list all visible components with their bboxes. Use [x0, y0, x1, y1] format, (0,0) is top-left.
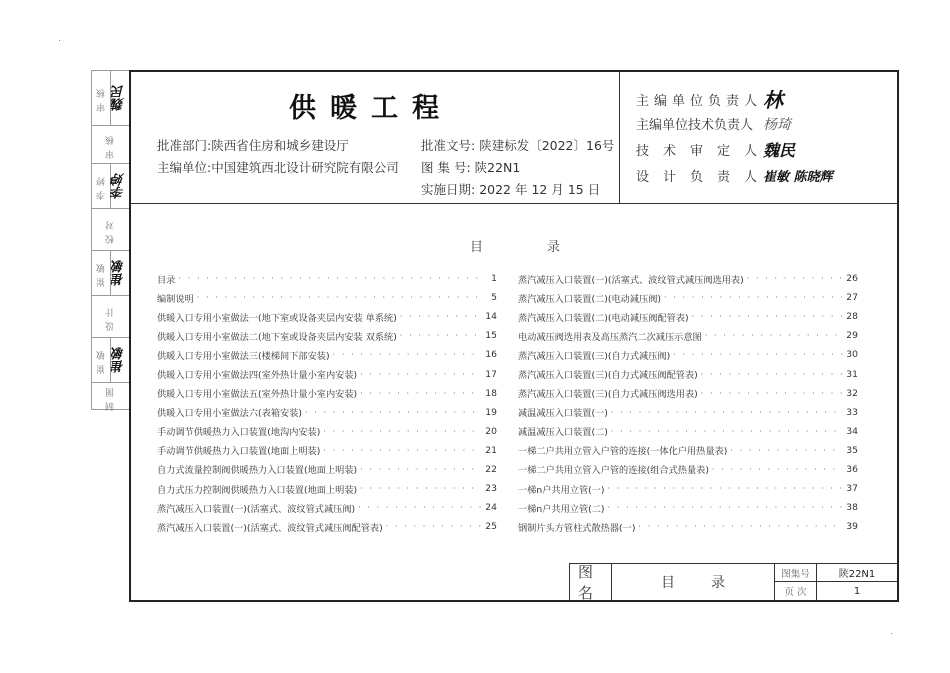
strip-label: 审核	[96, 84, 107, 112]
drawing-name: 目录	[612, 564, 775, 600]
strip-signature: 李婷	[112, 173, 127, 199]
toc-right-column	[518, 269, 858, 536]
resp-technical-lead: 主编单位技术负责人	[636, 118, 754, 133]
signature-technical-lead: 杨琦	[763, 117, 791, 133]
resp-technical-review: 技术审定人	[636, 144, 772, 159]
approval-doc: 批准文号: 陕建标发〔2022〕16号	[421, 138, 615, 153]
strip-cell-drafting-sign	[92, 338, 129, 383]
header	[131, 72, 897, 204]
toc-item[interactable]: 供暖入口专用小室做法三(楼梯间下部安装) · · · 16	[157, 345, 497, 364]
toc-item[interactable]: 自力式流量控制阀供暖热力入口装置(地面上明装) · · · 22	[157, 460, 497, 479]
strip-cell-design	[92, 296, 129, 338]
editor-unit: 主编单位:中国建筑西北设计研究院有限公司	[157, 160, 399, 175]
toc-item[interactable]: 一梯二户共用立管入户管的连接(一体化户用热量表) · · · 35	[518, 441, 858, 460]
scan-speck	[891, 633, 892, 634]
strip-label: 李婷	[96, 172, 107, 200]
toc-item[interactable]: 一梯n户共用立管(二) · · · 38	[518, 498, 858, 517]
toc-heading: 目 录	[470, 240, 560, 255]
toc-item[interactable]: 一梯n户共用立管(一) · · · 37	[518, 479, 858, 498]
toc-item[interactable]: 电动减压阀选用表及高压蒸汽二次减压示意图 · · · 29	[518, 326, 858, 345]
strip-signature: 魏民	[112, 85, 127, 111]
signature-strip	[91, 70, 129, 410]
toc-item[interactable]: 编制说明 · · · 5	[157, 288, 497, 307]
atlas-number-value: 陕22N1	[817, 564, 897, 582]
toc-item[interactable]: 钢制片头方管柱式散热器(一) · · · 39	[518, 517, 858, 536]
toc-item[interactable]: 一梯二户共用立管入户管的连接(组合式热量表) · · · 36	[518, 460, 858, 479]
atlas-number-label: 图集号	[775, 564, 817, 582]
toc-item[interactable]: 供暖入口专用小室做法二(地下室或设备夹层内安装 双系统) · · · 15	[157, 326, 497, 345]
atlas-number: 图 集 号: 陕22N1	[421, 160, 521, 175]
strip-label: 设计	[106, 302, 116, 331]
drawing-frame	[129, 70, 899, 602]
toc-item[interactable]: 蒸汽减压入口装置(三)(自力式减压阀选用表) · · · 32	[518, 384, 858, 403]
toc-item[interactable]: 供暖入口专用小室做法五(室外热计量小室内安装) · · · 18	[157, 384, 497, 403]
document-title: 供暖工程	[289, 93, 453, 124]
strip-cell-proofread	[92, 209, 129, 251]
resp-chief-editor: 主编单位负责人	[636, 94, 763, 109]
toc-item[interactable]: 供暖入口专用小室做法一(地下室或设备夹层内安装 单系统) · · · 14	[157, 307, 497, 326]
strip-label: 审核	[106, 130, 116, 159]
strip-cell-review	[92, 71, 129, 126]
strip-label: 崔敏	[96, 259, 107, 287]
strip-label: 制图	[106, 383, 116, 411]
signature-design-lead: 崔敏 陈晓辉	[763, 170, 833, 185]
resp-design-lead: 设计负责人	[636, 170, 772, 185]
strip-cell-review-label	[92, 126, 129, 164]
toc-item[interactable]: 蒸汽减压入口装置(二)(电动减压阀配管表) · · · 28	[518, 307, 858, 326]
toc-item[interactable]: 蒸汽减压入口装置(三)(自力式减压阀) · · · 30	[518, 345, 858, 364]
toc-item[interactable]: 蒸汽减压入口装置(一)(活塞式、波纹管式减压阀) · · · 24	[157, 498, 497, 517]
strip-label: 崔敏	[96, 346, 107, 374]
effective-date: 实施日期: 2022 年 12 月 15 日	[421, 182, 601, 197]
scan-speck	[59, 40, 60, 41]
title-block	[569, 563, 897, 600]
toc-left-column	[157, 269, 497, 536]
toc-item[interactable]: 目录 · · · 1	[157, 269, 497, 288]
toc-item[interactable]: 供暖入口专用小室做法六(表箱安装) · · · 19	[157, 403, 497, 422]
toc-item[interactable]: 供暖入口专用小室做法四(室外热计量小室内安装) · · · 17	[157, 364, 497, 383]
approval-dept: 批准部门:陕西省住房和城乡建设厅	[157, 138, 349, 153]
strip-cell-design-sign	[92, 251, 129, 296]
signature-chief-editor: 林	[763, 88, 783, 112]
page-number: 1	[853, 585, 861, 597]
strip-signature: 崔敏	[112, 260, 127, 286]
header-divider	[619, 72, 620, 203]
toc-item[interactable]: 蒸汽减压入口装置(一)(活塞式、波纹管式减压阀选用表) · · · 26	[518, 269, 858, 288]
page-label: 页 次	[775, 582, 817, 600]
strip-cell-drafting	[92, 383, 129, 411]
drawing-name-label: 图名	[570, 564, 612, 600]
signature-technical-review: 魏民	[763, 141, 796, 160]
strip-cell-proofread-sign	[92, 164, 129, 209]
strip-label: 校对	[106, 215, 116, 244]
toc-item[interactable]: 手动调节供暖热力入口装置(地面上明装) · · · 21	[157, 441, 497, 460]
toc-item[interactable]: 减温减压入口装置(二) · · · 34	[518, 422, 858, 441]
toc-item[interactable]: 蒸汽减压入口装置(二)(电动减压阀) · · · 27	[518, 288, 858, 307]
toc-item[interactable]: 蒸汽减压入口装置(一)(活塞式、波纹管式减压阀配管表) · · · 25	[157, 517, 497, 536]
toc-item[interactable]: 蒸汽减压入口装置(三)(自力式减压阀配管表) · · · 31	[518, 364, 858, 383]
toc-item[interactable]: 手动调节供暖热力入口装置(地沟内安装) · · · 20	[157, 422, 497, 441]
strip-signature: 崔敏	[112, 347, 127, 373]
toc-item[interactable]: 减温减压入口装置(一) · · · 33	[518, 403, 858, 422]
toc-item[interactable]: 自力式压力控制阀供暖热力入口装置(地面上明装) · · · 23	[157, 479, 497, 498]
